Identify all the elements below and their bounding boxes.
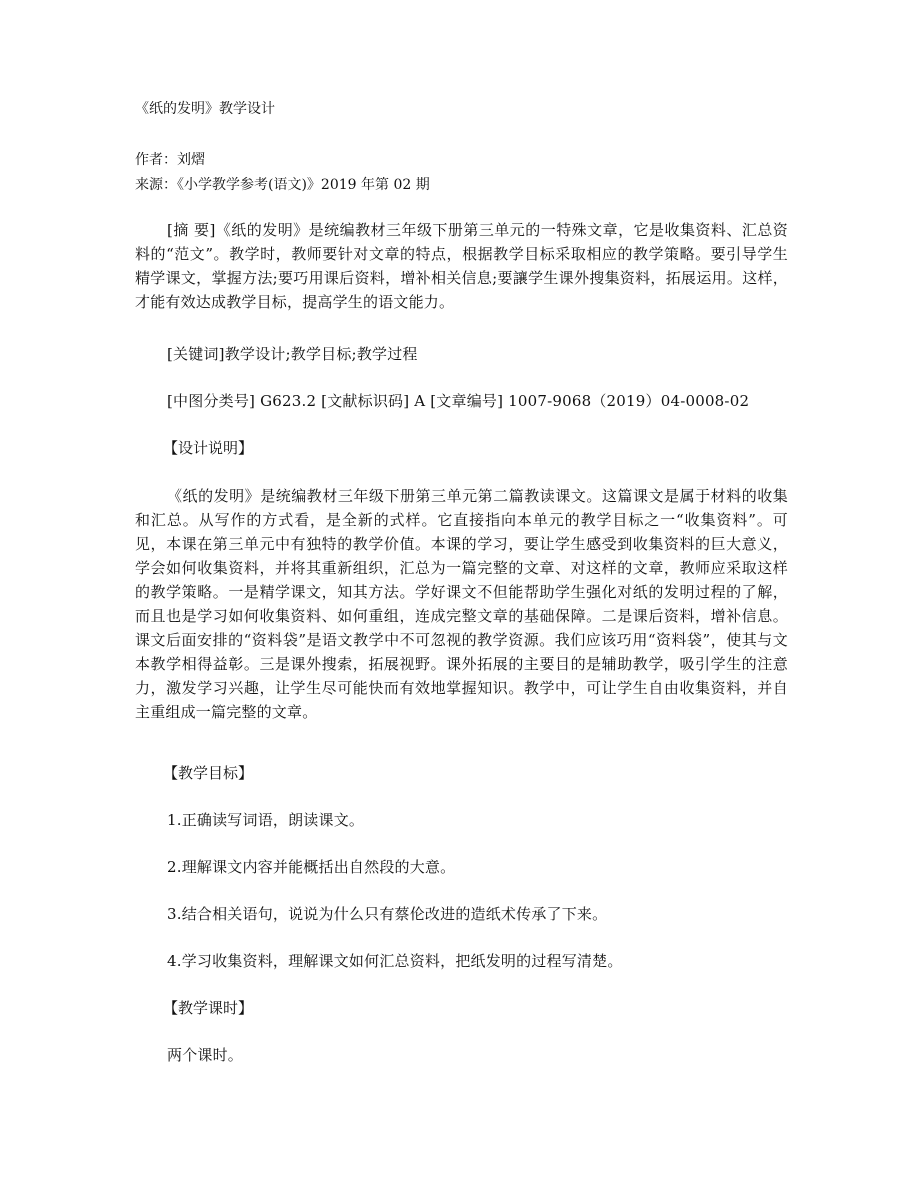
source-line: 来源：《小学教学参考(语文)》2019 年第 02 期 [135, 177, 430, 193]
hours-body: 两个课时。 [167, 1046, 244, 1064]
goal-item-1: 1.正确读写词语，朗读课文。 [167, 811, 365, 829]
goal-item-3: 3.结合相关语句，说说为什么只有蔡伦改进的造纸术传承了下来。 [167, 905, 608, 923]
abstract-paragraph: [摘 要]《纸的发明》是统编教材三年级下册第三单元的一特殊文章，它是收集资料、汇总资料的“范文”。教学时，教师要针对文章的特点，根据教学目标采取相应的教学策略。要引导学生精学课文，掌握方法;要巧用课后资料，增补相关信息;要讓学生课外搜集资料，拓展运用。这样，才能有效达成教学目标，提高学生的语文能力。 [135, 221, 788, 311]
goal-item-4: 4.学习收集资料，理解课文如何汇总资料，把纸发明的过程写清楚。 [167, 952, 623, 970]
keywords-line: [关键词]教学设计;教学目标;教学过程 [167, 345, 418, 363]
design-heading: 【设计说明】 [163, 439, 254, 457]
design-paragraph: 《纸的发明》是统编教材三年级下册第三单元第二篇教读课文。这篇课文是属于材料的收集和汇总。从写作的方式看，是全新的式样。它直接指向本单元的教学目标之一“收集资料”。可见，本课在第三单元中有独特的教学价值。本课的学习，要让学生感受到收集资料的巨大意义，学会如何收集资料，并将其重新组织，汇总为一篇完整的文章、对这样的文章，教师应采取这样的教学策略。一是精学课文，知其方法。学好课文不但能帮助学生强化对纸的发明过程的了解，而且也是学习如何收集资料、如何重组，连成完整文章的基础保障。二是课后资料，增补信息。课文后面安排的“资料袋”是语文教学中不可忽视的教学资源。我们应该巧用“资料袋”，使其与文本教学相得益彰。三是课外搜索，拓展视野。课外拓展的主要目的是辅助教学，吸引学生的注意力，激发学习兴趣，让学生尽可能快而有效地掌握知识。教学中，可让学生自由收集资料，并自主重组成一篇完整的文章。 [135, 487, 788, 721]
goal-item-2: 2.理解课文内容并能概括出自然段的大意。 [167, 858, 456, 876]
document-title: 《纸的发明》教学设计 [135, 101, 275, 117]
hours-heading: 【教学课时】 [163, 999, 254, 1017]
author-line: 作者：刘熠 [135, 152, 205, 168]
classification-line: [中图分类号] G623.2 [文献标识码] A [文章编号] 1007-9068（2019）04-0008-02 [167, 392, 750, 410]
goals-heading: 【教学目标】 [163, 764, 254, 782]
